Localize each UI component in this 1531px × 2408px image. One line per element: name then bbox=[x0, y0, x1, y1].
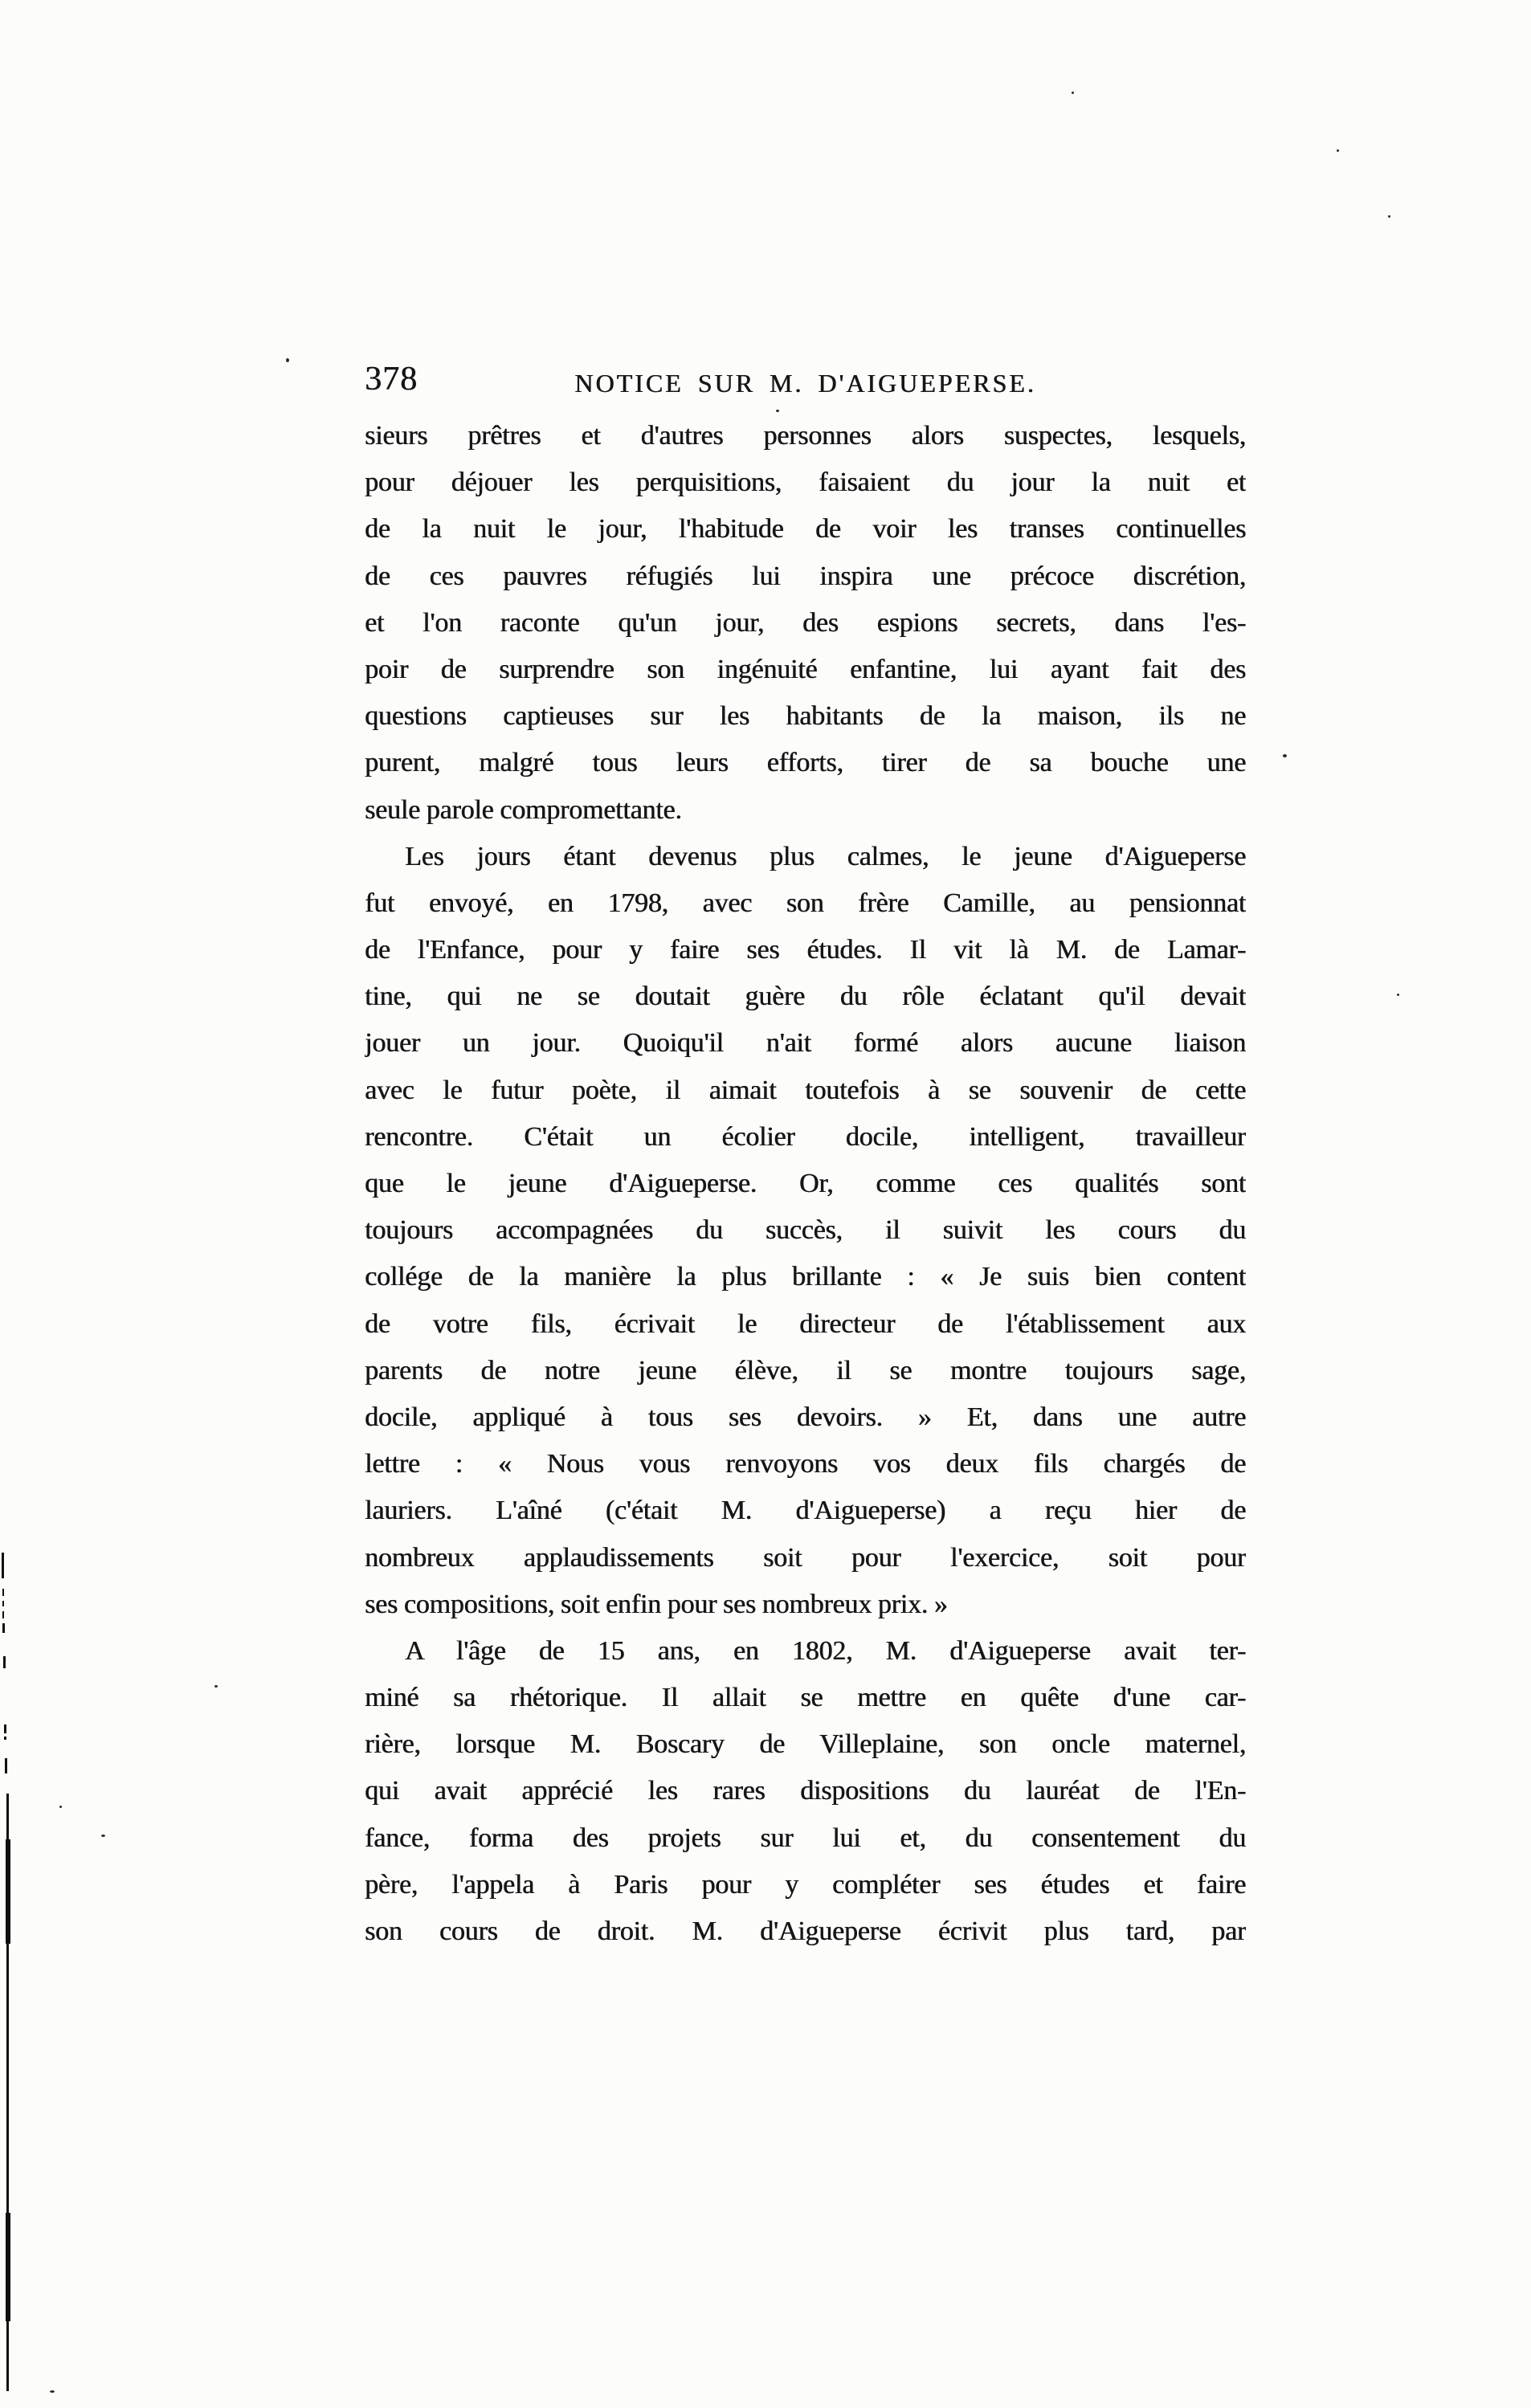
scan-edge-mark bbox=[2, 1553, 4, 1578]
scan-speck bbox=[214, 1685, 218, 1688]
scan-edge-mark bbox=[2, 1589, 4, 1596]
text-line: rencontre. C'était un écolier docile, intelligent, travailleur bbox=[365, 1121, 1246, 1152]
text-line: de la nuit le jour, l'habitude de voir les transes continuelles bbox=[365, 514, 1246, 545]
text-line: de l'Enfance, pour y faire ses études. Il vit là M. de Lamar- bbox=[365, 935, 1246, 965]
scan-edge-mark bbox=[6, 1839, 10, 1944]
scan-speck bbox=[1388, 215, 1390, 218]
scan-edge-mark bbox=[4, 1737, 6, 1740]
text-block bbox=[365, 413, 1246, 1955]
scan-speck bbox=[59, 1806, 62, 1808]
page-number: 378 bbox=[365, 361, 418, 398]
text-line: fance, forma des projets sur lui et, du consentement du bbox=[365, 1822, 1246, 1853]
scan-edge-mark bbox=[3, 1656, 6, 1668]
scan-edge-mark bbox=[2, 1611, 4, 1618]
text-line: et l'on raconte qu'un jour, des espions secrets, dans l'es- bbox=[365, 607, 1246, 638]
text-line: tine, qui ne se doutait guère du rôle éclatant qu'il devait bbox=[365, 982, 1246, 1012]
scan-edge-mark bbox=[2, 1601, 4, 1606]
text-line: jouer un jour. Quoiqu'il n'ait formé alors aucune liaison bbox=[365, 1028, 1246, 1059]
scan-edge-mark bbox=[5, 1758, 7, 1773]
scan-speck bbox=[1072, 92, 1074, 94]
text-line: son cours de droit. M. d'Aigueperse écrivit plus tard, par bbox=[365, 1916, 1246, 1946]
text-line: nombreux applaudissements soit pour l'exercice, soit pour bbox=[365, 1542, 1246, 1573]
text-line: parents de notre jeune élève, il se montre toujours sage, bbox=[365, 1355, 1246, 1386]
text-line: lettre : « Nous vous renvoyons vos deux fils chargés de bbox=[365, 1449, 1246, 1479]
scan-edge-mark bbox=[2, 1623, 5, 1633]
text-line: de votre fils, écrivait le directeur de l'établissement aux bbox=[365, 1308, 1246, 1339]
scan-edge-mark bbox=[6, 2213, 10, 2321]
text-line: A l'âge de 15 ans, en 1802, M. d'Aigueperse avait ter- bbox=[405, 1635, 1246, 1666]
text-line: qui avait apprécié les rares dispositions du lauréat de l'En- bbox=[365, 1776, 1246, 1806]
text-line: purent, malgré tous leurs efforts, tirer de sa bouche une bbox=[365, 748, 1246, 778]
scan-speck bbox=[50, 2390, 55, 2393]
text-line: questions captieuses sur les habitants de la maison, ils ne bbox=[365, 701, 1246, 732]
text-line: poir de surprendre son ingénuité enfantine, lui ayant fait des bbox=[365, 654, 1246, 684]
text-line: pour déjouer les perquisitions, faisaient du jour la nuit et bbox=[365, 467, 1246, 498]
text-line: rière, lorsque M. Boscary de Villeplaine, son oncle maternel, bbox=[365, 1729, 1246, 1760]
text-line: lauriers. L'aîné (c'était M. d'Aigueperse) a reçu hier de bbox=[365, 1496, 1246, 1526]
scan-speck bbox=[1337, 149, 1339, 152]
text-line: de ces pauvres réfugiés lui inspira une précoce discrétion, bbox=[365, 561, 1246, 591]
running-title: NOTICE SUR M. D'AIGUEPERSE. bbox=[574, 369, 1036, 398]
scan-speck bbox=[1283, 754, 1287, 757]
text-line: Les jours étant devenus plus calmes, le jeune d'Aigueperse bbox=[405, 841, 1246, 871]
scan-speck bbox=[286, 358, 289, 362]
text-line: père, l'appela à Paris pour y compléter ses études et faire bbox=[365, 1869, 1246, 1900]
text-line: seule parole compromettante. bbox=[365, 794, 682, 825]
scan-speck bbox=[101, 1835, 105, 1837]
text-line: ses compositions, soit enfin pour ses nombreux prix. » bbox=[365, 1589, 948, 1619]
text-line: docile, appliqué à tous ses devoirs. » Et, dans une autre bbox=[365, 1402, 1246, 1432]
text-line: que le jeune d'Aigueperse. Or, comme ces qualités sont bbox=[365, 1169, 1246, 1198]
text-line: toujours accompagnées du succès, il suivit les cours du bbox=[365, 1215, 1246, 1246]
text-line: miné sa rhétorique. Il allait se mettre en quête d'une car- bbox=[365, 1683, 1246, 1713]
text-line: sieurs prêtres et d'autres personnes alors suspectes, lesquels, bbox=[365, 421, 1246, 451]
text-line: fut envoyé, en 1798, avec son frère Camille, au pensionnat bbox=[365, 888, 1246, 918]
text-line: collége de la manière la plus brillante : « Je suis bien content bbox=[365, 1262, 1246, 1292]
scan-edge-mark bbox=[4, 1724, 6, 1733]
scan-speck bbox=[776, 410, 779, 412]
scan-speck bbox=[1397, 994, 1399, 996]
text-line: avec le futur poète, il aimait toutefois à se souvenir de cette bbox=[365, 1075, 1246, 1105]
